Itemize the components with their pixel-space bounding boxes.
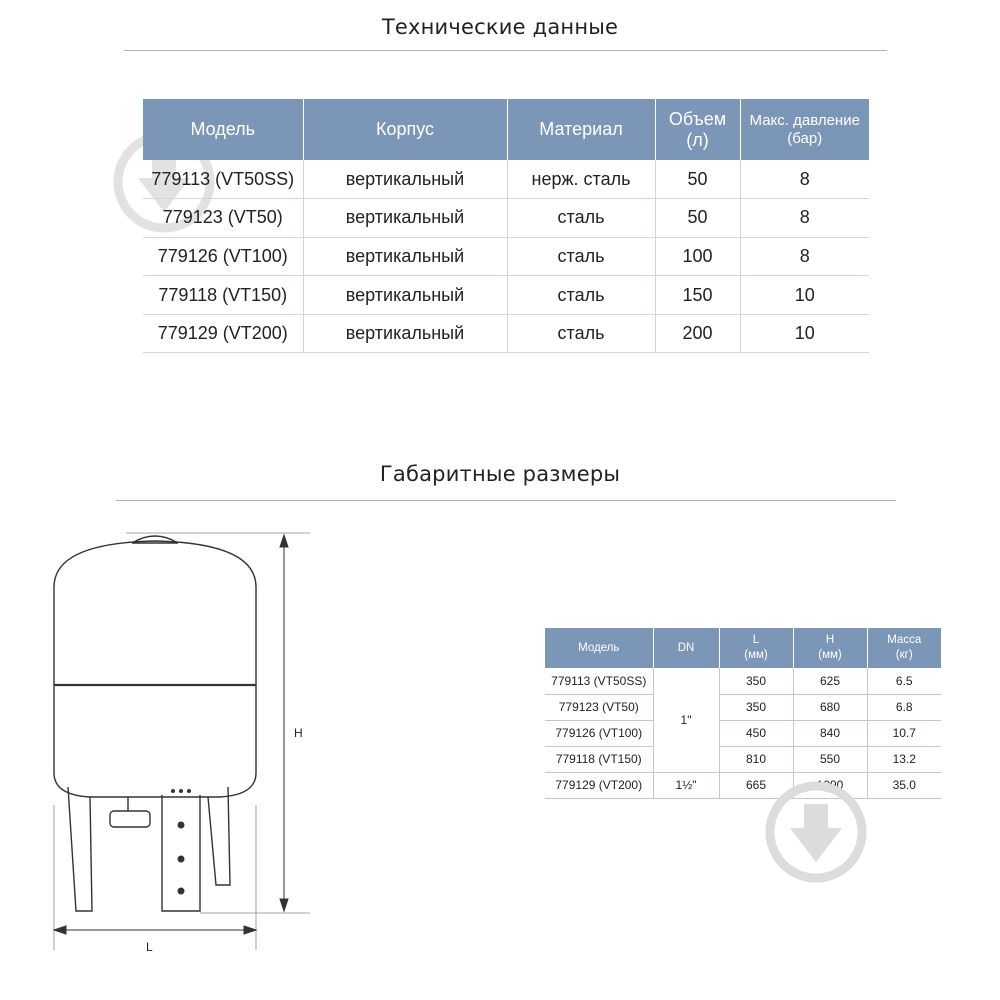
cell-mass: 35.0 xyxy=(867,772,941,798)
cell-l: 350 xyxy=(719,668,793,694)
cell-body: вертикальный xyxy=(303,160,507,199)
cell-material: сталь xyxy=(507,237,655,276)
header-dn: DN xyxy=(653,628,719,668)
cell-volume: 100 xyxy=(655,237,740,276)
cell-l: 450 xyxy=(719,720,793,746)
cell-material: сталь xyxy=(507,276,655,315)
header-model: Модель xyxy=(545,628,653,668)
cell-model: 779129 (VT200) xyxy=(143,314,303,353)
cell-pressure: 8 xyxy=(740,237,869,276)
divider xyxy=(116,500,896,501)
cell-l: 810 xyxy=(719,746,793,772)
header-body: Корпус xyxy=(303,99,507,160)
cell-mass: 10.7 xyxy=(867,720,941,746)
cell-mass: 6.5 xyxy=(867,668,941,694)
cell-pressure: 10 xyxy=(740,276,869,315)
cell-volume: 50 xyxy=(655,160,740,199)
tech-data-table xyxy=(143,99,869,353)
cell-model: 779118 (VT150) xyxy=(143,276,303,315)
cell-volume: 200 xyxy=(655,314,740,353)
header-pressure: Макс. давление (бар) xyxy=(740,99,869,160)
table-row xyxy=(545,746,941,772)
cell-model: 779129 (VT200) xyxy=(545,772,653,798)
cell-h: 550 xyxy=(793,746,867,772)
cell-body: вертикальный xyxy=(303,237,507,276)
cell-model: 779113 (VT50SS) xyxy=(143,160,303,199)
table-row xyxy=(143,160,869,199)
table-row xyxy=(545,720,941,746)
cell-dn: 1" xyxy=(653,668,719,772)
cell-h: 625 xyxy=(793,668,867,694)
cell-h: 1090 xyxy=(793,772,867,798)
table-row xyxy=(545,668,941,694)
table-header-row xyxy=(545,628,941,668)
header-model: Модель xyxy=(143,99,303,160)
tank-diagram xyxy=(40,525,340,965)
cell-pressure: 8 xyxy=(740,199,869,238)
cell-h: 840 xyxy=(793,720,867,746)
cell-model: 779123 (VT50) xyxy=(545,694,653,720)
cell-body: вертикальный xyxy=(303,276,507,315)
header-h: H (мм) xyxy=(793,628,867,668)
cell-pressure: 8 xyxy=(740,160,869,199)
table-row xyxy=(143,237,869,276)
cell-model: 779126 (VT100) xyxy=(545,720,653,746)
header-material: Материал xyxy=(507,99,655,160)
section-title-dimensions: Габаритные размеры xyxy=(379,462,621,486)
dimension-label-l: L xyxy=(146,940,153,954)
cell-mass: 13.2 xyxy=(867,746,941,772)
divider xyxy=(124,50,887,51)
header-l: L (мм) xyxy=(719,628,793,668)
section-title-tech: Технические данные xyxy=(381,15,619,39)
cell-volume: 50 xyxy=(655,199,740,238)
header-volume: Объем (л) xyxy=(655,99,740,160)
table-row xyxy=(143,314,869,353)
cell-model: 779113 (VT50SS) xyxy=(545,668,653,694)
dimension-label-h: H xyxy=(294,726,303,740)
cell-model: 779118 (VT150) xyxy=(545,746,653,772)
table-row xyxy=(143,199,869,238)
table-row xyxy=(143,276,869,315)
cell-model: 779126 (VT100) xyxy=(143,237,303,276)
header-mass: Масса (кг) xyxy=(867,628,941,668)
table-row xyxy=(545,772,941,798)
cell-material: нерж. сталь xyxy=(507,160,655,199)
cell-volume: 150 xyxy=(655,276,740,315)
cell-h: 680 xyxy=(793,694,867,720)
table-header-row xyxy=(143,99,869,160)
cell-body: вертикальный xyxy=(303,199,507,238)
cell-pressure: 10 xyxy=(740,314,869,353)
cell-mass: 6.8 xyxy=(867,694,941,720)
cell-l: 350 xyxy=(719,694,793,720)
table-row xyxy=(545,694,941,720)
cell-body: вертикальный xyxy=(303,314,507,353)
cell-l: 665 xyxy=(719,772,793,798)
dimensions-table xyxy=(545,628,941,799)
cell-material: сталь xyxy=(507,314,655,353)
cell-dn: 1½" xyxy=(653,772,719,798)
download-arrow-icon xyxy=(764,780,868,884)
cell-material: сталь xyxy=(507,199,655,238)
cell-model: 779123 (VT50) xyxy=(143,199,303,238)
